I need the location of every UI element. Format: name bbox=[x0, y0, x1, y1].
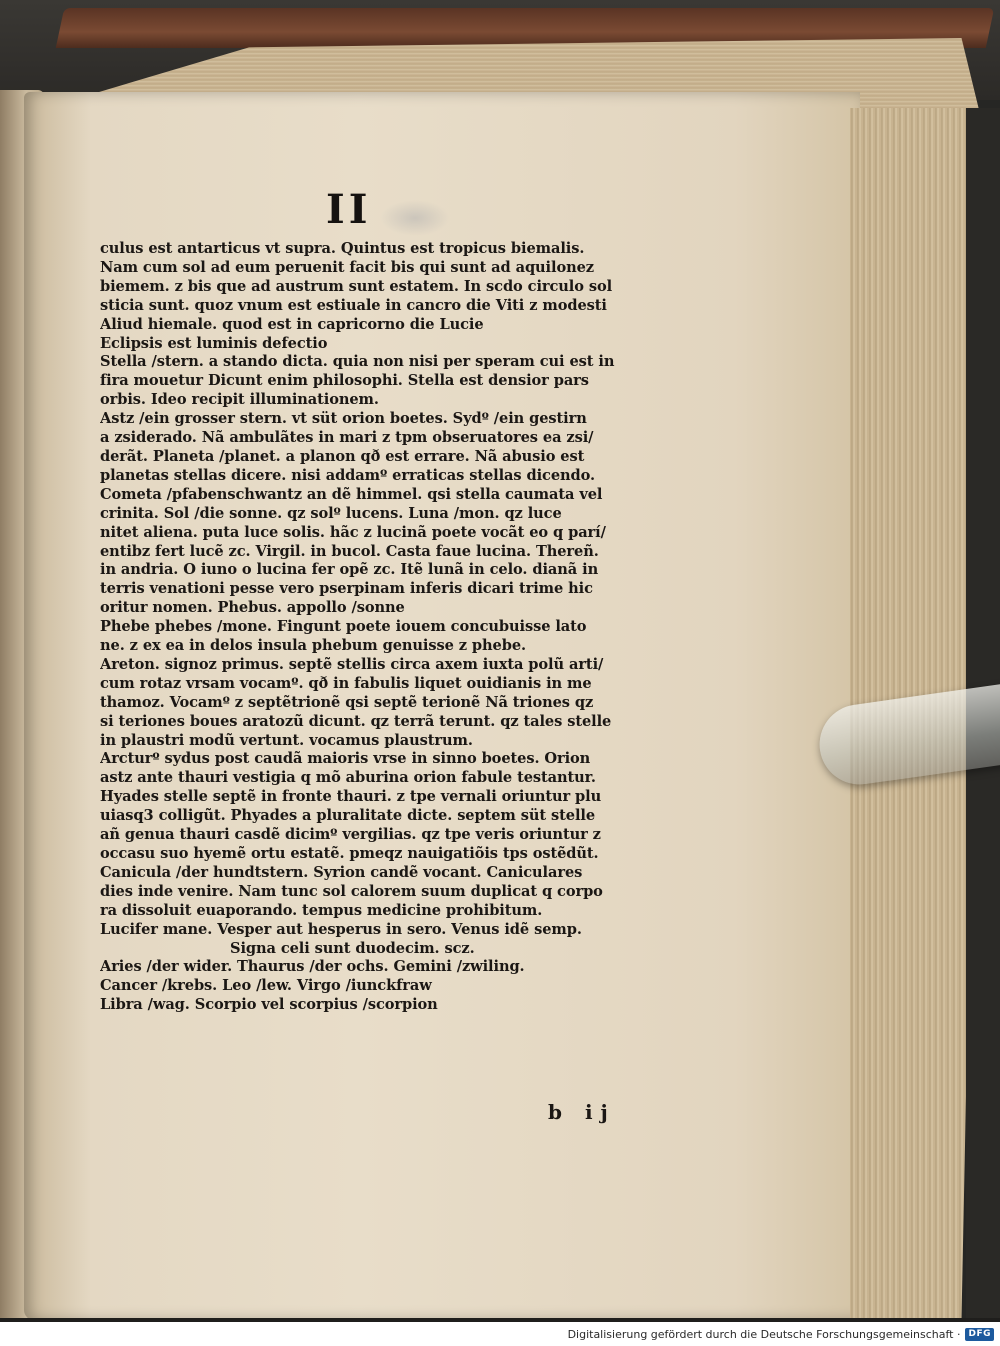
text-line: in andria. O iuno o lucina fer opẽ zc. Itẽ lunã in celo. dianã in bbox=[100, 561, 599, 579]
text-line: Cometa /pfabenschwantz an dẽ himmel. qsi stella caumata vel bbox=[100, 485, 603, 503]
text-line: Arcturº sydus post caudã maioris vrse in sinno boetes. Orion bbox=[100, 750, 591, 768]
text-line: planetas stellas dicere. nisi addamº erraticas stellas dicendo. bbox=[100, 466, 595, 484]
text-line: añ genua thauri casdẽ dicimº vergilias. qz tpe veris oriuntur z bbox=[100, 826, 601, 844]
text-line: culus est antarticus vt supra. Quintus est tropicus biemalis. bbox=[100, 240, 585, 257]
text-line: Areton. signoz primus. septẽ stellis circa axem iuxta polũ arti/ bbox=[100, 655, 604, 673]
text-line: biemem. z bis que ad austrum sunt estatem. In scdo circulo sol bbox=[100, 277, 613, 295]
text-line: in plaustri modũ vertunt. vocamus plaustrum. bbox=[100, 731, 473, 749]
text-line: ne. z ex ea in delos insula phebum genuisse z phebe. bbox=[100, 637, 527, 655]
text-line: crinita. Sol /die sonne. qz solº lucens. Luna /mon. qz luce bbox=[100, 504, 562, 522]
text-line: Stella /stern. a stando dicta. quia non nisi per speram cui est in bbox=[100, 353, 615, 371]
text-line: si teriones boues aratozũ dicunt. qz terrã terunt. qz tales stelle bbox=[100, 712, 612, 730]
text-line: occasu suo hyemẽ ortu estatẽ. pmeqz nauigatiõis tps ostẽdũt. bbox=[100, 845, 599, 862]
text-line: orbis. Ideo recipit illuminationem. bbox=[100, 391, 379, 409]
blackletter-text-block bbox=[100, 240, 640, 1015]
text-line: Eclipsis est luminis defectio bbox=[100, 334, 328, 352]
footer-credit-text: Digitalisierung gefördert durch die Deutsche Forschungsgemeinschaft · bbox=[567, 1327, 961, 1341]
text-line: derãt. Planeta /planet. a planon qð est errare. Nã abusio est bbox=[100, 447, 585, 465]
text-line: uiasq3 colligũt. Phyades a pluralitate dicte. septem süt stelle bbox=[100, 807, 596, 825]
text-line: oritur nomen. Phebus. appollo /sonne bbox=[100, 599, 405, 617]
text-line: Aliud hiemale. quod est in capricorno die Lucie bbox=[100, 315, 484, 333]
text-line: Aries /der wider. Thaurus /der ochs. Gemini /zwiling. bbox=[100, 958, 525, 976]
text-line: dies inde venire. Nam tunc sol calorem suum duplicat q corpo bbox=[100, 882, 603, 900]
text-line: a zsiderado. Nã ambulãtes in mari z tpm obseruatores ea zsi/ bbox=[100, 429, 594, 447]
text-line: cum rotaz vrsam vocamº. qð in fabulis liquet ouidianis in me bbox=[100, 674, 592, 692]
dfg-logo-icon: DFG bbox=[965, 1328, 994, 1341]
text-line: Astz /ein grosser stern. vt süt orion boetes. Sydº /ein gestirn bbox=[100, 410, 587, 428]
text-line: Lucifer mane. Vesper aut hesperus in sero. Venus idẽ semp. bbox=[100, 920, 582, 938]
text-line: Canicula /der hundtstern. Syrion candẽ vocant. Caniculares bbox=[100, 863, 583, 881]
text-line: ra dissoluit euaporando. tempus medicine prohibitum. bbox=[100, 901, 543, 919]
signature-mark: b ij bbox=[548, 1100, 616, 1124]
text-line: Cancer /krebs. Leo /lew. Virgo /iunckfraw bbox=[100, 977, 432, 995]
text-line-centered: Signa celi sunt duodecim. scz. bbox=[230, 939, 475, 957]
text-line: Phebe phebes /mone. Fingunt poete iouem concubuisse lato bbox=[100, 618, 587, 636]
text-line: Libra /wag. Scorpio vel scorpius /scorpion bbox=[100, 996, 438, 1014]
text-line: entibz fert lucẽ zc. Virgil. in bucol. Casta faue lucina. Thereñ. bbox=[100, 542, 599, 560]
text-line: Nam cum sol ad eum peruenit facit bis qui sunt ad aquilonez bbox=[100, 258, 594, 276]
text-line: fira mouetur Dicunt enim philosophi. Stella est densior pars bbox=[100, 372, 589, 390]
text-line: sticia sunt. quoz vnum est estiuale in cancro die Viti z modesti bbox=[100, 296, 607, 314]
text-line: terris venationi pesse vero pserpinam inferis dicari trime hic bbox=[100, 580, 593, 598]
text-line: Hyades stelle septẽ in fronte thauri. z tpe vernali oriuntur plu bbox=[100, 788, 602, 806]
page-heading-numeral: II bbox=[326, 186, 372, 233]
footer-credit-bar bbox=[0, 1322, 1000, 1346]
text-line: astz ante thauri vestigia q mõ aburina orion fabule testantur. bbox=[100, 769, 596, 787]
text-line: thamoz. Vocamº z septẽtrionẽ qsi septẽ terionẽ Nã triones qz bbox=[100, 693, 594, 711]
text-line: nitet aliena. puta luce solis. hãc z lucinã poete vocãt eo q parí/ bbox=[100, 523, 606, 541]
ink-bleed-mark bbox=[380, 200, 450, 236]
